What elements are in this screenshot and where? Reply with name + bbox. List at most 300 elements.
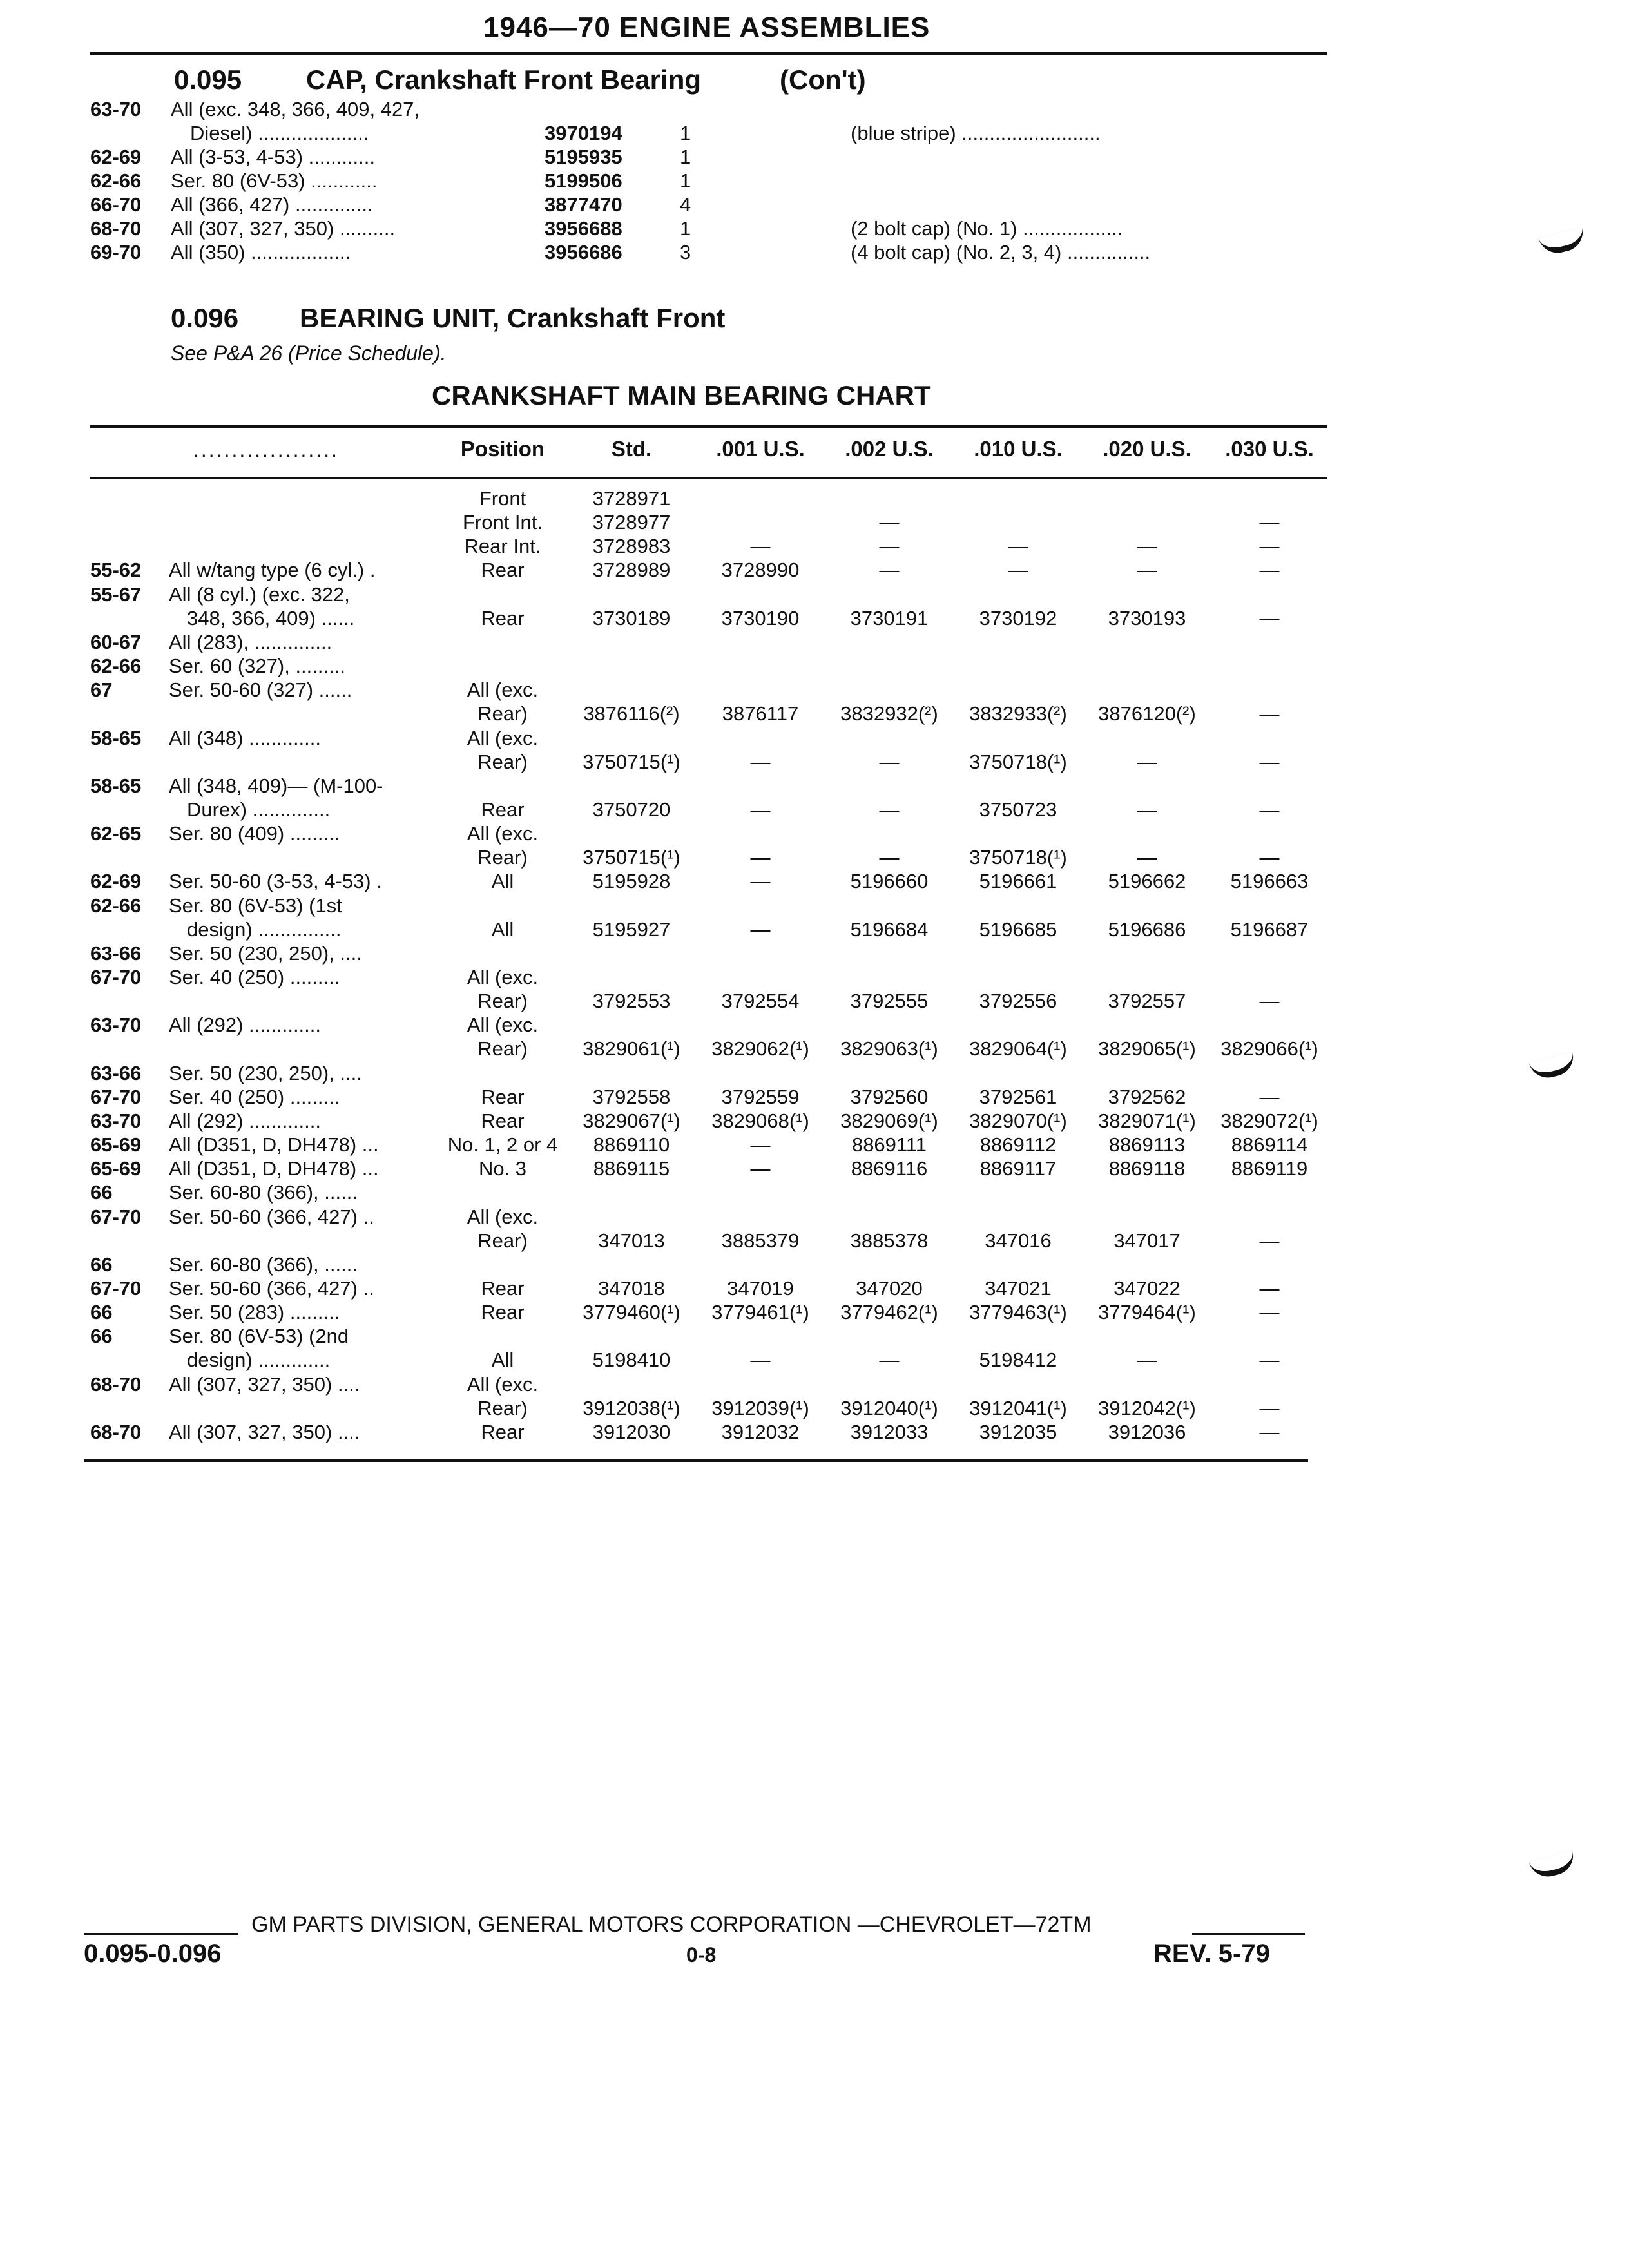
row-position: All	[491, 918, 514, 941]
table-row	[0, 1086, 1629, 1110]
table-row	[0, 655, 1629, 678]
row-002-us: 3730191	[850, 606, 929, 629]
row-description: All (283), ..............	[169, 630, 333, 653]
row-020-us: 3730193	[1108, 606, 1186, 629]
row-001-us: 3792554	[721, 990, 800, 1013]
row-020-us: —	[1137, 798, 1157, 821]
cap-description: Ser. 80 (6V-53) ............	[171, 169, 378, 192]
row-030-us: 8869119	[1231, 1157, 1308, 1180]
row-001-us: 3829062(¹)	[711, 1037, 809, 1061]
chart-bottom-rule	[84, 1459, 1308, 1462]
row-position: All (exc.	[467, 822, 539, 845]
row-002-us: 3912033	[850, 1420, 929, 1443]
row-std: 5195928	[592, 870, 671, 893]
row-description: All w/tang type (6 cyl.) .	[169, 559, 376, 582]
row-position: Front	[479, 487, 526, 510]
row-030-us: —	[1259, 1349, 1280, 1372]
row-010-us: 8869112	[979, 1133, 1057, 1157]
row-years: 62-66	[90, 894, 142, 917]
footer-corp: GM PARTS DIVISION, GENERAL MOTORS CORPORATION —CHEVROLET—72TM	[251, 1912, 1092, 1937]
row-std: 5198410	[592, 1349, 671, 1372]
row-description: All (D351, D, DH478) ...	[169, 1133, 379, 1157]
row-position: All (exc.	[467, 1205, 539, 1228]
row-002-us: 3832932(²)	[840, 702, 938, 726]
row-years: 67-70	[90, 1205, 142, 1228]
row-010-us: —	[1008, 559, 1028, 582]
row-010-us: —	[1008, 535, 1028, 558]
table-row	[0, 1014, 1629, 1037]
col-header-020: .020 U.S.	[1103, 437, 1191, 461]
row-position: Rear)	[477, 1229, 528, 1252]
section-095-title: CAP, Crankshaft Front Bearing	[306, 64, 701, 95]
row-description: Ser. 60-80 (366), ......	[169, 1181, 358, 1204]
row-001-us: —	[750, 535, 771, 558]
table-row	[0, 511, 1629, 535]
row-description: Ser. 60-80 (366), ......	[169, 1253, 358, 1276]
row-description: design) .............	[187, 1349, 331, 1372]
row-position: Rear Int.	[464, 535, 541, 558]
row-years: 63-70	[90, 1014, 142, 1037]
row-years: 63-66	[90, 941, 142, 965]
row-020-us: —	[1137, 535, 1157, 558]
row-002-us: 3792555	[850, 990, 929, 1013]
table-row	[0, 774, 1629, 798]
table-row	[0, 1373, 1629, 1397]
row-020-us: 3829071(¹)	[1098, 1109, 1196, 1132]
row-description: Ser. 80 (6V-53) (1st	[169, 894, 342, 917]
row-020-us: 3912036	[1108, 1420, 1186, 1443]
row-std: 3728977	[592, 511, 671, 534]
row-002-us: 3829069(¹)	[840, 1109, 938, 1132]
row-010-us: 3829070(¹)	[969, 1109, 1067, 1132]
row-position: All (exc.	[467, 678, 539, 702]
row-position: Rear	[481, 606, 525, 629]
cap-description: Diesel) ....................	[190, 122, 369, 144]
row-030-us: 3829066(¹)	[1220, 1037, 1318, 1061]
row-std: 8869115	[593, 1157, 670, 1180]
row-position: Rear)	[477, 990, 528, 1013]
row-years: 67-70	[90, 1276, 142, 1300]
row-description: All (8 cyl.) (exc. 322,	[169, 582, 350, 606]
row-description: All (292) .............	[169, 1014, 322, 1037]
row-description: Ser. 50-60 (327) ......	[169, 678, 352, 702]
row-description: Ser. 80 (409) .........	[169, 822, 340, 845]
row-description: All (307, 327, 350) ....	[169, 1420, 360, 1443]
row-002-us: —	[879, 846, 900, 869]
row-description: All (307, 327, 350) ....	[169, 1372, 360, 1396]
row-010-us: 347021	[985, 1276, 1052, 1300]
row-std: 8869110	[593, 1133, 670, 1157]
row-years: 62-65	[90, 822, 142, 845]
row-030-us: 5196663	[1230, 870, 1309, 893]
row-030-us: —	[1259, 1420, 1280, 1443]
cap-years: 68-70	[90, 217, 142, 240]
row-030-us: —	[1259, 1301, 1280, 1324]
row-002-us: 5196684	[850, 918, 929, 941]
row-001-us: 3885379	[721, 1229, 800, 1252]
row-030-us: —	[1259, 1229, 1280, 1252]
table-row	[0, 1325, 1629, 1349]
row-years: 66	[90, 1253, 113, 1276]
row-description: Ser. 50-60 (366, 427) ..	[169, 1276, 374, 1300]
row-030-us: —	[1259, 750, 1280, 773]
row-std: 3829061(¹)	[583, 1037, 680, 1061]
cap-years: 62-66	[90, 169, 142, 192]
scan-mark-3	[1528, 1850, 1577, 1881]
row-position: Rear	[481, 1109, 525, 1132]
row-position: Rear)	[477, 1037, 528, 1061]
row-002-us: —	[879, 1349, 900, 1372]
row-years: 58-65	[90, 774, 142, 797]
row-010-us: 3912041(¹)	[969, 1396, 1067, 1419]
row-010-us: 3750723	[979, 798, 1057, 821]
row-description: All (D351, D, DH478) ...	[169, 1157, 379, 1180]
row-std: 5195927	[592, 918, 671, 941]
cap-years: 66-70	[90, 193, 142, 216]
table-row	[0, 535, 1629, 559]
col-header-010: .010 U.S.	[974, 437, 1063, 461]
row-020-us: 3876120(²)	[1098, 702, 1196, 726]
row-years: 67-70	[90, 966, 142, 988]
row-020-us: —	[1137, 559, 1157, 582]
row-020-us: 3829065(¹)	[1098, 1037, 1196, 1061]
row-std: 3750720	[592, 798, 671, 821]
row-002-us: 8869116	[851, 1157, 928, 1180]
row-002-us: 3779462(¹)	[840, 1301, 938, 1324]
table-row	[0, 1157, 1629, 1181]
row-position: All	[491, 870, 514, 893]
row-001-us: 3876117	[722, 702, 799, 726]
row-description: Ser. 50-60 (3-53, 4-53) .	[169, 870, 382, 893]
row-years: 63-70	[90, 1109, 142, 1132]
table-row	[0, 727, 1629, 751]
row-030-us: —	[1259, 990, 1280, 1013]
cap-part-number: 5195935	[545, 146, 622, 168]
table-row	[0, 678, 1629, 702]
col-header-030: .030 U.S.	[1225, 437, 1314, 461]
row-030-us: —	[1259, 535, 1280, 558]
row-030-us: 5196687	[1230, 918, 1309, 941]
row-010-us: 5196685	[979, 918, 1057, 941]
footer-rev: REV. 5-79	[1153, 1939, 1270, 1968]
row-020-us: 347017	[1113, 1229, 1181, 1252]
row-001-us: 3730190	[721, 606, 800, 629]
row-030-us: —	[1259, 511, 1280, 534]
table-row	[0, 702, 1629, 726]
row-020-us: 5196662	[1108, 870, 1186, 893]
row-030-us: —	[1259, 1396, 1280, 1419]
row-position: Rear	[481, 1085, 525, 1108]
row-description: Ser. 40 (250) .........	[169, 1085, 340, 1108]
cap-part-number: 3877470	[545, 193, 622, 216]
row-001-us: 3792559	[721, 1085, 800, 1108]
row-std: 347018	[598, 1276, 665, 1300]
row-010-us: 3829064(¹)	[969, 1037, 1067, 1061]
row-010-us: 3750718(¹)	[969, 750, 1067, 773]
row-010-us: 3779463(¹)	[969, 1301, 1067, 1324]
table-row	[0, 487, 1629, 511]
row-description: All (292) .............	[169, 1109, 322, 1132]
row-002-us: —	[879, 559, 900, 582]
row-002-us: —	[879, 535, 900, 558]
table-row	[0, 559, 1629, 582]
table-row	[0, 966, 1629, 990]
table-row	[0, 894, 1629, 918]
row-020-us: 3912042(¹)	[1098, 1396, 1196, 1419]
row-001-us: —	[750, 1349, 771, 1372]
row-position: Rear)	[477, 846, 528, 869]
page-title: 1946—70 ENGINE ASSEMBLIES	[483, 12, 930, 43]
row-position: Rear)	[477, 1396, 528, 1419]
row-years: 65-69	[90, 1133, 142, 1157]
row-years: 68-70	[90, 1420, 142, 1443]
row-010-us: 3730192	[979, 606, 1057, 629]
row-years: 68-70	[90, 1372, 142, 1396]
row-001-us: —	[750, 918, 771, 941]
row-001-us: —	[750, 750, 771, 773]
row-std: 3792558	[592, 1085, 671, 1108]
header-rule	[90, 52, 1327, 55]
row-description: Ser. 80 (6V-53) (2nd	[169, 1325, 349, 1348]
table-row	[0, 1110, 1629, 1133]
row-description: All (348) .............	[169, 726, 322, 749]
row-position: All (exc.	[467, 726, 539, 749]
col-header-std: Std.	[611, 437, 652, 461]
row-001-us: 3779461(¹)	[711, 1301, 809, 1324]
col-header-001: .001 U.S.	[716, 437, 805, 461]
row-020-us: 347022	[1113, 1276, 1181, 1300]
table-row	[0, 1277, 1629, 1301]
row-std: 347013	[598, 1229, 665, 1252]
section-095-number: 0.095	[174, 64, 242, 95]
table-row	[0, 751, 1629, 774]
row-030-us: —	[1259, 846, 1280, 869]
cap-quantity: 3	[680, 241, 691, 264]
cap-description: All (366, 427) ..............	[171, 193, 373, 216]
row-description: Ser. 40 (250) .........	[169, 966, 340, 988]
row-years: 66	[90, 1301, 113, 1324]
section-096-note: See P&A 26 (Price Schedule).	[171, 341, 447, 365]
cap-quantity: 1	[680, 122, 691, 144]
cap-note: (2 bolt cap) (No. 1) ..................	[851, 217, 1123, 240]
row-001-us: —	[750, 870, 771, 893]
row-years: 62-66	[90, 655, 142, 678]
row-description: Ser. 50-60 (366, 427) ..	[169, 1205, 374, 1228]
footer-range: 0.095-0.096	[84, 1939, 222, 1968]
row-description: Ser. 50 (283) .........	[169, 1301, 340, 1324]
footer-page-number: 0-8	[686, 1943, 717, 1966]
table-row	[0, 1037, 1629, 1061]
row-std: 3750715(¹)	[583, 750, 680, 773]
chart-header-rule	[90, 477, 1327, 479]
row-002-us: 3829063(¹)	[840, 1037, 938, 1061]
row-010-us: 5196661	[979, 870, 1057, 893]
table-row	[0, 822, 1629, 846]
table-row	[0, 1062, 1629, 1086]
row-position: No. 3	[478, 1157, 527, 1180]
row-020-us: —	[1137, 846, 1157, 869]
row-std: 3728983	[592, 535, 671, 558]
row-position: Rear)	[477, 702, 528, 726]
row-description: All (348, 409)— (M-100-	[169, 774, 383, 797]
section-096-title: BEARING UNIT, Crankshaft Front	[300, 303, 726, 333]
table-row	[0, 942, 1629, 966]
row-010-us: 5198412	[979, 1349, 1057, 1372]
row-002-us: 8869111	[851, 1133, 927, 1157]
chart-leader-dots: ...................	[193, 438, 339, 461]
row-001-us: —	[750, 1133, 771, 1157]
row-position: No. 1, 2 or 4	[447, 1133, 558, 1157]
chart-top-rule	[90, 425, 1327, 428]
col-header-position: Position	[460, 437, 545, 461]
row-years: 62-69	[90, 870, 142, 893]
row-description: design) ...............	[187, 918, 342, 941]
table-row	[0, 990, 1629, 1014]
row-std: 3750715(¹)	[583, 846, 680, 869]
table-row	[0, 1397, 1629, 1421]
table-row	[0, 1181, 1629, 1205]
row-002-us: —	[879, 511, 900, 534]
row-years: 67-70	[90, 1085, 142, 1108]
cap-part-number: 3970194	[545, 122, 622, 144]
cap-part-number: 3956686	[545, 241, 622, 264]
table-row	[0, 870, 1629, 894]
row-020-us: —	[1137, 750, 1157, 773]
row-years: 63-66	[90, 1061, 142, 1084]
row-std: 3728971	[592, 487, 671, 510]
row-years: 55-67	[90, 582, 142, 606]
table-row	[0, 1349, 1629, 1372]
cap-years: 63-70	[90, 98, 142, 120]
table-row	[0, 1301, 1629, 1325]
row-020-us: 3792562	[1108, 1085, 1186, 1108]
row-010-us: 347016	[985, 1229, 1052, 1252]
row-position: All	[491, 1349, 514, 1372]
row-description: Ser. 50 (230, 250), ....	[169, 941, 362, 965]
table-row	[0, 1133, 1629, 1157]
row-years: 65-69	[90, 1157, 142, 1180]
row-description: Durex) ..............	[187, 798, 331, 821]
row-010-us: 3792561	[979, 1085, 1057, 1108]
row-position: Front Int.	[462, 511, 543, 534]
row-std: 3829067(¹)	[583, 1109, 680, 1132]
cap-part-number: 5199506	[545, 169, 622, 192]
table-row	[0, 583, 1629, 607]
section-096-number: 0.096	[171, 303, 239, 333]
row-position: Rear	[481, 1276, 525, 1300]
cap-description: All (350) ..................	[171, 241, 351, 264]
row-001-us: 3829068(¹)	[711, 1109, 809, 1132]
table-row	[0, 1421, 1629, 1445]
row-020-us: 5196686	[1108, 918, 1186, 941]
row-002-us: 347020	[856, 1276, 923, 1300]
row-002-us: 3912040(¹)	[840, 1396, 938, 1419]
row-years: 66	[90, 1325, 113, 1348]
row-position: Rear)	[477, 750, 528, 773]
row-030-us: —	[1259, 606, 1280, 629]
row-std: 3876116(²)	[583, 702, 680, 726]
row-030-us: 8869114	[1231, 1133, 1308, 1157]
row-position: All (exc.	[467, 1372, 539, 1396]
cap-quantity: 4	[680, 193, 691, 216]
cap-description: All (307, 327, 350) ..........	[171, 217, 396, 240]
cap-description: All (exc. 348, 366, 409, 427,	[171, 98, 420, 120]
table-row	[0, 607, 1629, 631]
row-002-us: 5196660	[850, 870, 929, 893]
table-row	[0, 1253, 1629, 1277]
row-std: 3912030	[592, 1420, 671, 1443]
cap-quantity: 1	[680, 169, 691, 192]
chart-title: CRANKSHAFT MAIN BEARING CHART	[432, 380, 931, 410]
section-095-cont: (Con't)	[780, 64, 866, 95]
row-years: 58-65	[90, 726, 142, 749]
row-001-us: 347019	[727, 1276, 794, 1300]
col-header-002: .002 U.S.	[845, 437, 934, 461]
row-std: 3792553	[592, 990, 671, 1013]
row-002-us: —	[879, 750, 900, 773]
row-001-us: —	[750, 798, 771, 821]
row-years: 66	[90, 1181, 113, 1204]
cap-years: 62-69	[90, 146, 142, 168]
cap-description: All (3-53, 4-53) ............	[171, 146, 375, 168]
row-001-us: 3728990	[721, 559, 800, 582]
table-row	[0, 1206, 1629, 1229]
row-030-us: —	[1259, 559, 1280, 582]
row-020-us: 3792557	[1108, 990, 1186, 1013]
row-010-us: 3750718(¹)	[969, 846, 1067, 869]
row-position: Rear	[481, 559, 525, 582]
cap-quantity: 1	[680, 217, 691, 240]
table-row	[0, 846, 1629, 870]
row-std: 3912038(¹)	[583, 1396, 680, 1419]
row-description: Ser. 50 (230, 250), ....	[169, 1061, 362, 1084]
table-row	[0, 918, 1629, 942]
row-years: 60-67	[90, 630, 142, 653]
row-010-us: 8869117	[979, 1157, 1057, 1180]
row-010-us: 3832933(²)	[969, 702, 1067, 726]
row-std: 3730189	[592, 606, 671, 629]
cap-note: (4 bolt cap) (No. 2, 3, 4) ...............	[851, 241, 1151, 264]
row-position: Rear	[481, 1301, 525, 1324]
row-001-us: —	[750, 846, 771, 869]
row-020-us: 3779464(¹)	[1098, 1301, 1196, 1324]
row-030-us: —	[1259, 1085, 1280, 1108]
row-position: All (exc.	[467, 1014, 539, 1037]
row-std: 3728989	[592, 559, 671, 582]
row-position: Rear	[481, 798, 525, 821]
footer-rule-left	[84, 1933, 238, 1935]
cap-note: (blue stripe) .........................	[851, 122, 1101, 144]
cap-part-number: 3956688	[545, 217, 622, 240]
row-030-us: 3829072(¹)	[1220, 1109, 1318, 1132]
table-row	[0, 1229, 1629, 1253]
cap-quantity: 1	[680, 146, 691, 168]
row-001-us: 3912032	[721, 1420, 800, 1443]
row-002-us: —	[879, 798, 900, 821]
row-description: Ser. 60 (327), .........	[169, 655, 345, 678]
row-001-us: 3912039(¹)	[711, 1396, 809, 1419]
row-years: 67	[90, 678, 113, 702]
row-010-us: 3912035	[979, 1420, 1057, 1443]
row-020-us: 8869113	[1108, 1133, 1186, 1157]
row-020-us: 8869118	[1108, 1157, 1186, 1180]
row-description: 348, 366, 409) ......	[187, 606, 355, 629]
row-std: 3779460(¹)	[583, 1301, 680, 1324]
row-002-us: 3885378	[850, 1229, 929, 1252]
scan-mark-1	[1538, 227, 1586, 257]
row-position: Rear	[481, 1420, 525, 1443]
footer-rule-right	[1192, 1933, 1305, 1935]
